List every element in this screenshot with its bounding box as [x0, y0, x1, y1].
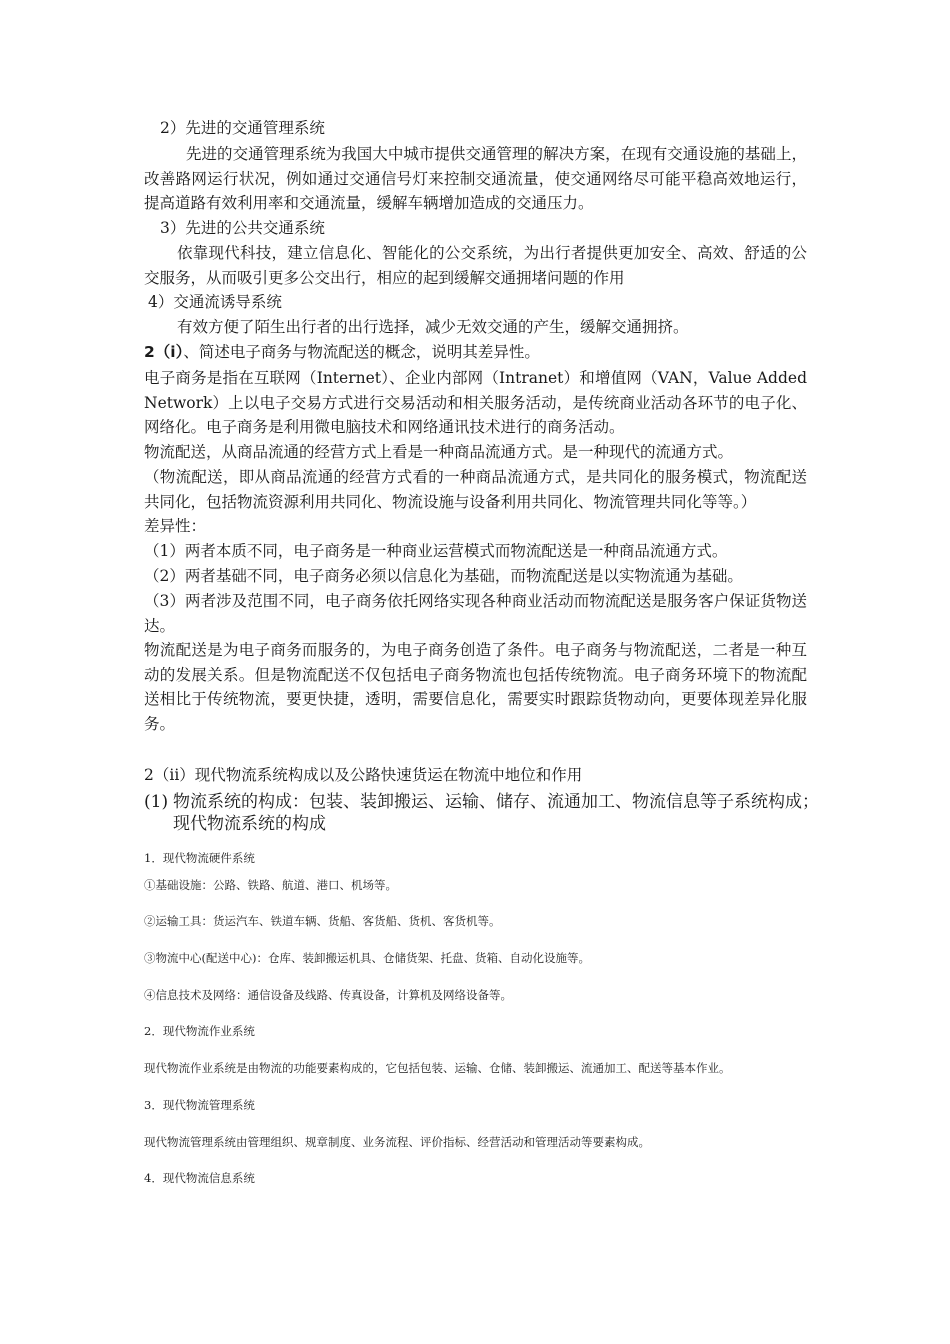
heading-traffic-management: 2）先进的交通管理系统 — [160, 119, 325, 137]
difference-2: （2）两者基础不同，电子商务必须以信息化为基础，而物流配送是以实物流通为基础。 — [144, 567, 743, 585]
subheading-system-composition: 现代物流系统的构成 — [173, 814, 326, 834]
information-system-title: 4．现代物流信息系统 — [144, 1171, 255, 1185]
question-2ii-title: 2（ii）现代物流系统构成以及公路快速货运在物流中地位和作用 — [144, 766, 583, 784]
operations-system-title: 2．现代物流作业系统 — [144, 1024, 255, 1038]
hardware-system-title: 1．现代物流硬件系统 — [144, 851, 255, 865]
list-item-1-text: 物流系统的构成：包装、装卸搬运、运输、储存、流通加工、物流信息等子系统构成； — [173, 792, 819, 812]
question-2i — [144, 340, 540, 364]
para-logistics-definition: 物流配送，从商品流通的经营方式上看是一种商品流通方式。是一种现代的流通方式。 — [144, 443, 734, 461]
question-2i-title: 、简述电子商务与物流配送的概念，说明其差异性。 — [183, 343, 540, 361]
para-public-transit: 依靠现代科技，建立信息化、智能化的公交系统，为出行者提供更加安全、高效、舒适的公交服务，从而吸引更多公交出行，相应的起到缓解交通拥堵问题的作用 — [144, 244, 807, 287]
hardware-item-it-network: ④信息技术及网络：通信设备及线路、传真设备，计算机及网络设备等。 — [144, 988, 512, 1002]
operations-system-body: 现代物流作业系统是由物流的功能要素构成的，它包括包装、运输、仓储、装卸搬运、流通加工、配送等基本作业。 — [144, 1061, 731, 1075]
para-logistics-note: （物流配送，即从商品流通的经营方式看的一种商品流通方式，是共同化的服务模式，物流配送共同化，包括物流资源利用共同化、物流设施与设备利用共同化、物流管理共同化等等。） — [144, 468, 807, 511]
hardware-item-vehicles: ②运输工具：货运汽车、铁道车辆、货船、客货船、货机、客货机等。 — [144, 914, 501, 928]
hardware-item-infrastructure: ①基础设施：公路、铁路、航道、港口、机场等。 — [144, 878, 397, 892]
list-item-1-number: (1) — [144, 792, 169, 812]
difference-3: （3）两者涉及范围不同，电子商务依托网络实现各种商业活动而物流配送是服务客户保证货物送达。 — [144, 592, 807, 635]
hardware-item-distribution-center: ③物流中心(配送中心)：仓库、装卸搬运机具、仓储货架、托盘、货箱、自动化设施等。 — [144, 951, 590, 965]
para-conclusion: 物流配送是为电子商务而服务的，为电子商务创造了条件。电子商务与物流配送，二者是一种互动的发展关系。但是物流配送不仅包括电子商务物流也包括传统物流。电子商务环境下的物流配送相比于传统物流，要更快捷，透明，需要信息化，需要实时跟踪货物动向，更要体现差异化服务。 — [144, 641, 807, 733]
para-traffic-management: 先进的交通管理系统为我国大中城市提供交通管理的解决方案，在现有交通设施的基础上，改善路网运行状况，例如通过交通信号灯来控制交通流量，使交通网络尽可能平稳高效地运行，提高道路有效利用率和交通流量，缓解车辆增加造成的交通压力。 — [144, 145, 807, 213]
difference-1: （1）两者本质不同，电子商务是一种商业运营模式而物流配送是一种商品流通方式。 — [144, 542, 728, 560]
differences-label: 差异性： — [144, 517, 207, 535]
para-ecommerce-definition: 电子商务是指在互联网（Internet）、企业内部网（Intranet）和增值网（VAN，Value Added Network）上以电子交易方式进行交易活动和相关服务活动，是传统商业活动各环节的电子化、网络化。电子商务是利用微电脑技术和网络通讯技术进行的商务活动。 — [144, 369, 807, 437]
management-system-title: 3．现代物流管理系统 — [144, 1098, 255, 1112]
heading-traffic-guidance: 4）交通流诱导系统 — [148, 293, 282, 311]
para-traffic-guidance: 有效方便了陌生出行者的出行选择，减少无效交通的产生，缓解交通拥挤。 — [177, 318, 689, 336]
heading-public-transit: 3）先进的公共交通系统 — [160, 219, 325, 237]
question-2i-number: 2（i） — [144, 343, 184, 361]
management-system-body: 现代物流管理系统由管理组织、规章制度、业务流程、评价指标、经营活动和管理活动等要素构成。 — [144, 1135, 650, 1149]
